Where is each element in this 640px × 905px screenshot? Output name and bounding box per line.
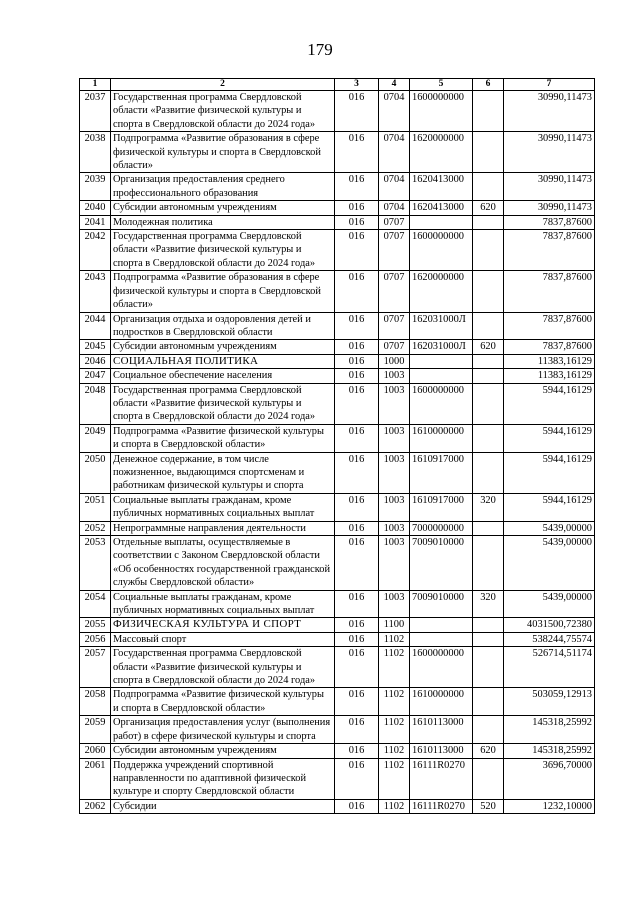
row-target-code: 1610000000 xyxy=(410,424,473,452)
row-expense-type: 520 xyxy=(473,799,504,813)
row-ministry-code: 016 xyxy=(335,744,379,758)
row-ministry-code: 016 xyxy=(335,688,379,716)
row-target-code xyxy=(410,618,473,632)
table-row xyxy=(80,758,595,799)
row-ministry-code: 016 xyxy=(335,647,379,688)
row-target-code: 1620413000 xyxy=(410,201,473,215)
row-number: 2054 xyxy=(80,590,111,618)
row-expense-type xyxy=(473,618,504,632)
row-amount: 526714,51174 xyxy=(504,647,595,688)
row-number: 2060 xyxy=(80,744,111,758)
row-ministry-code: 016 xyxy=(335,799,379,813)
row-target-code: 1610113000 xyxy=(410,744,473,758)
row-amount: 30990,11473 xyxy=(504,201,595,215)
row-target-code: 1620000000 xyxy=(410,271,473,312)
row-target-code: 16111R0270 xyxy=(410,758,473,799)
row-target-code: 1600000000 xyxy=(410,230,473,271)
row-amount: 30990,11473 xyxy=(504,91,595,132)
row-section-code: 1102 xyxy=(379,716,410,744)
row-number: 2048 xyxy=(80,383,111,424)
row-target-code: 7009010000 xyxy=(410,536,473,591)
table-row xyxy=(80,132,595,173)
row-ministry-code: 016 xyxy=(335,312,379,340)
row-ministry-code: 016 xyxy=(335,215,379,229)
row-number: 2061 xyxy=(80,758,111,799)
row-expense-type xyxy=(473,312,504,340)
row-section-code: 1000 xyxy=(379,354,410,368)
row-target-code: 1600000000 xyxy=(410,91,473,132)
row-number: 2038 xyxy=(80,132,111,173)
header-col-7: 7 xyxy=(504,79,595,91)
row-number: 2040 xyxy=(80,201,111,215)
row-target-code: 7009010000 xyxy=(410,590,473,618)
row-item-name: Организация отдыха и оздоровления детей и подростков в Свердловской области xyxy=(111,312,335,340)
row-ministry-code: 016 xyxy=(335,493,379,521)
row-number: 2059 xyxy=(80,716,111,744)
row-amount: 3696,70000 xyxy=(504,758,595,799)
row-target-code: 1610917000 xyxy=(410,452,473,493)
row-section-code: 1003 xyxy=(379,493,410,521)
row-expense-type xyxy=(473,716,504,744)
row-item-name: Денежное содержание, в том числе пожизненное, выдающимся спортсменам и работникам физической культуры и спорта xyxy=(111,452,335,493)
row-amount: 503059,12913 xyxy=(504,688,595,716)
row-target-code: 1610917000 xyxy=(410,493,473,521)
row-item-name: СОЦИАЛЬНАЯ ПОЛИТИКА xyxy=(111,354,335,368)
row-expense-type xyxy=(473,173,504,201)
table-row xyxy=(80,230,595,271)
row-expense-type xyxy=(473,647,504,688)
row-amount: 145318,25992 xyxy=(504,744,595,758)
header-row xyxy=(80,79,595,91)
row-item-name: Субсидии автономным учреждениям xyxy=(111,744,335,758)
table-body xyxy=(80,91,595,814)
row-expense-type xyxy=(473,632,504,646)
table-row xyxy=(80,215,595,229)
row-target-code: 16111R0270 xyxy=(410,799,473,813)
row-number: 2051 xyxy=(80,493,111,521)
table-row xyxy=(80,91,595,132)
row-number: 2058 xyxy=(80,688,111,716)
row-target-code: 1610000000 xyxy=(410,688,473,716)
row-expense-type: 620 xyxy=(473,744,504,758)
row-number: 2039 xyxy=(80,173,111,201)
row-number: 2049 xyxy=(80,424,111,452)
table-row xyxy=(80,340,595,354)
row-target-code: 1600000000 xyxy=(410,647,473,688)
row-item-name: Поддержка учреждений спортивной направленности по адаптивной физической культуре и спорту Свердловской области xyxy=(111,758,335,799)
row-item-name: Подпрограмма «Развитие образования в сфере физической культуры и спорта в Свердловской области» xyxy=(111,132,335,173)
row-expense-type xyxy=(473,91,504,132)
table-row xyxy=(80,590,595,618)
row-number: 2043 xyxy=(80,271,111,312)
table-row xyxy=(80,424,595,452)
header-col-2: 2 xyxy=(111,79,335,91)
row-section-code: 0707 xyxy=(379,215,410,229)
row-ministry-code: 016 xyxy=(335,91,379,132)
row-amount: 1232,10000 xyxy=(504,799,595,813)
row-section-code: 0707 xyxy=(379,230,410,271)
row-expense-type xyxy=(473,383,504,424)
row-item-name: Непрограммные направления деятельности xyxy=(111,521,335,535)
row-expense-type xyxy=(473,215,504,229)
row-ministry-code: 016 xyxy=(335,369,379,383)
header-col-3: 3 xyxy=(335,79,379,91)
row-amount: 5944,16129 xyxy=(504,452,595,493)
row-ministry-code: 016 xyxy=(335,618,379,632)
row-amount: 5439,00000 xyxy=(504,521,595,535)
row-section-code: 1003 xyxy=(379,590,410,618)
row-section-code: 1100 xyxy=(379,618,410,632)
row-item-name: Субсидии xyxy=(111,799,335,813)
page-number: 179 xyxy=(307,40,333,59)
row-number: 2052 xyxy=(80,521,111,535)
row-expense-type xyxy=(473,424,504,452)
row-section-code: 0707 xyxy=(379,340,410,354)
row-section-code: 1003 xyxy=(379,521,410,535)
row-ministry-code: 016 xyxy=(335,132,379,173)
table-row xyxy=(80,173,595,201)
row-item-name: Подпрограмма «Развитие образования в сфере физической культуры и спорта в Свердловской области» xyxy=(111,271,335,312)
row-ministry-code: 016 xyxy=(335,452,379,493)
row-amount: 11383,16129 xyxy=(504,369,595,383)
row-expense-type xyxy=(473,536,504,591)
row-expense-type xyxy=(473,354,504,368)
row-amount: 5439,00000 xyxy=(504,536,595,591)
row-amount: 5944,16129 xyxy=(504,424,595,452)
row-item-name: Подпрограмма «Развитие физической культуры и спорта в Свердловской области» xyxy=(111,688,335,716)
row-amount: 30990,11473 xyxy=(504,132,595,173)
row-item-name: Подпрограмма «Развитие физической культуры и спорта в Свердловской области» xyxy=(111,424,335,452)
row-amount: 4031500,72380 xyxy=(504,618,595,632)
row-item-name: Социальные выплаты гражданам, кроме публичных нормативных социальных выплат xyxy=(111,493,335,521)
table-row xyxy=(80,452,595,493)
row-number: 2045 xyxy=(80,340,111,354)
row-section-code: 1003 xyxy=(379,383,410,424)
row-expense-type xyxy=(473,452,504,493)
row-section-code: 1102 xyxy=(379,688,410,716)
row-number: 2057 xyxy=(80,647,111,688)
table-row xyxy=(80,618,595,632)
row-target-code xyxy=(410,215,473,229)
budget-table xyxy=(79,78,595,814)
table-row xyxy=(80,271,595,312)
row-amount: 7837,87600 xyxy=(504,340,595,354)
row-number: 2037 xyxy=(80,91,111,132)
header-col-4: 4 xyxy=(379,79,410,91)
row-amount: 5439,00000 xyxy=(504,590,595,618)
row-item-name: Государственная программа Свердловской области «Развитие физической культуры и спорта в Свердловской области до 2024 года» xyxy=(111,91,335,132)
row-expense-type xyxy=(473,271,504,312)
table-row xyxy=(80,716,595,744)
row-ministry-code: 016 xyxy=(335,590,379,618)
row-item-name: Субсидии автономным учреждениям xyxy=(111,201,335,215)
row-expense-type xyxy=(473,132,504,173)
table-row xyxy=(80,632,595,646)
header-col-1: 1 xyxy=(80,79,111,91)
row-ministry-code: 016 xyxy=(335,173,379,201)
header-col-6: 6 xyxy=(473,79,504,91)
row-section-code: 1003 xyxy=(379,452,410,493)
row-item-name: Государственная программа Свердловской области «Развитие физической культуры и спорта в Свердловской области до 2024 года» xyxy=(111,647,335,688)
row-number: 2050 xyxy=(80,452,111,493)
row-target-code: 7000000000 xyxy=(410,521,473,535)
row-item-name: Социальные выплаты гражданам, кроме публичных нормативных социальных выплат xyxy=(111,590,335,618)
table-row xyxy=(80,354,595,368)
row-amount: 30990,11473 xyxy=(504,173,595,201)
row-number: 2053 xyxy=(80,536,111,591)
row-expense-type: 320 xyxy=(473,493,504,521)
row-expense-type xyxy=(473,521,504,535)
row-amount: 5944,16129 xyxy=(504,493,595,521)
row-ministry-code: 016 xyxy=(335,201,379,215)
row-item-name: Государственная программа Свердловской области «Развитие физической культуры и спорта в Свердловской области до 2024 года» xyxy=(111,383,335,424)
row-number: 2041 xyxy=(80,215,111,229)
row-amount: 11383,16129 xyxy=(504,354,595,368)
row-amount: 5944,16129 xyxy=(504,383,595,424)
row-section-code: 0704 xyxy=(379,201,410,215)
row-ministry-code: 016 xyxy=(335,230,379,271)
row-ministry-code: 016 xyxy=(335,271,379,312)
row-amount: 538244,75574 xyxy=(504,632,595,646)
row-section-code: 1102 xyxy=(379,632,410,646)
table-row xyxy=(80,201,595,215)
row-expense-type: 620 xyxy=(473,340,504,354)
row-ministry-code: 016 xyxy=(335,354,379,368)
row-section-code: 0704 xyxy=(379,132,410,173)
row-section-code: 0707 xyxy=(379,271,410,312)
row-ministry-code: 016 xyxy=(335,521,379,535)
row-expense-type xyxy=(473,758,504,799)
row-target-code: 1610113000 xyxy=(410,716,473,744)
row-section-code: 1102 xyxy=(379,647,410,688)
row-amount: 7837,87600 xyxy=(504,271,595,312)
row-item-name: Организация предоставления услуг (выполнения работ) в сфере физической культуры и спорта xyxy=(111,716,335,744)
row-item-name: ФИЗИЧЕСКАЯ КУЛЬТУРА И СПОРТ xyxy=(111,618,335,632)
row-section-code: 1102 xyxy=(379,799,410,813)
row-amount: 145318,25992 xyxy=(504,716,595,744)
row-amount: 7837,87600 xyxy=(504,312,595,340)
row-amount: 7837,87600 xyxy=(504,215,595,229)
row-number: 2042 xyxy=(80,230,111,271)
row-target-code xyxy=(410,632,473,646)
row-target-code: 1620000000 xyxy=(410,132,473,173)
row-ministry-code: 016 xyxy=(335,716,379,744)
row-ministry-code: 016 xyxy=(335,632,379,646)
table-row xyxy=(80,536,595,591)
row-expense-type xyxy=(473,369,504,383)
row-number: 2055 xyxy=(80,618,111,632)
row-target-code: 1600000000 xyxy=(410,383,473,424)
table-row xyxy=(80,312,595,340)
header-col-5: 5 xyxy=(410,79,473,91)
row-item-name: Массовый спорт xyxy=(111,632,335,646)
row-amount: 7837,87600 xyxy=(504,230,595,271)
row-section-code: 0704 xyxy=(379,91,410,132)
row-target-code: 1620413000 xyxy=(410,173,473,201)
row-ministry-code: 016 xyxy=(335,383,379,424)
row-expense-type xyxy=(473,230,504,271)
table-row xyxy=(80,493,595,521)
row-expense-type: 620 xyxy=(473,201,504,215)
row-ministry-code: 016 xyxy=(335,424,379,452)
row-item-name: Государственная программа Свердловской области «Развитие физической культуры и спорта в Свердловской области до 2024 года» xyxy=(111,230,335,271)
row-item-name: Молодежная политика xyxy=(111,215,335,229)
table-row xyxy=(80,369,595,383)
row-expense-type: 320 xyxy=(473,590,504,618)
row-section-code: 1003 xyxy=(379,424,410,452)
row-item-name: Отдельные выплаты, осуществляемые в соответствии с Законом Свердловской области «Об особенностях государственной гражданской службы Свердловской области» xyxy=(111,536,335,591)
table-row xyxy=(80,383,595,424)
row-target-code xyxy=(410,369,473,383)
table-row xyxy=(80,799,595,813)
row-number: 2044 xyxy=(80,312,111,340)
row-expense-type xyxy=(473,688,504,716)
row-number: 2056 xyxy=(80,632,111,646)
row-section-code: 0704 xyxy=(379,173,410,201)
table-row xyxy=(80,688,595,716)
row-section-code: 0707 xyxy=(379,312,410,340)
row-item-name: Субсидии автономным учреждениям xyxy=(111,340,335,354)
table-row xyxy=(80,521,595,535)
row-section-code: 1003 xyxy=(379,536,410,591)
row-section-code: 1102 xyxy=(379,758,410,799)
row-ministry-code: 016 xyxy=(335,758,379,799)
row-item-name: Социальное обеспечение населения xyxy=(111,369,335,383)
row-number: 2046 xyxy=(80,354,111,368)
row-target-code: 162031000Л xyxy=(410,312,473,340)
row-number: 2062 xyxy=(80,799,111,813)
table-row xyxy=(80,647,595,688)
row-section-code: 1102 xyxy=(379,744,410,758)
row-target-code xyxy=(410,354,473,368)
row-ministry-code: 016 xyxy=(335,536,379,591)
row-section-code: 1003 xyxy=(379,369,410,383)
table-row xyxy=(80,744,595,758)
row-item-name: Организация предоставления среднего профессионального образования xyxy=(111,173,335,201)
row-target-code: 162031000Л xyxy=(410,340,473,354)
row-ministry-code: 016 xyxy=(335,340,379,354)
row-number: 2047 xyxy=(80,369,111,383)
